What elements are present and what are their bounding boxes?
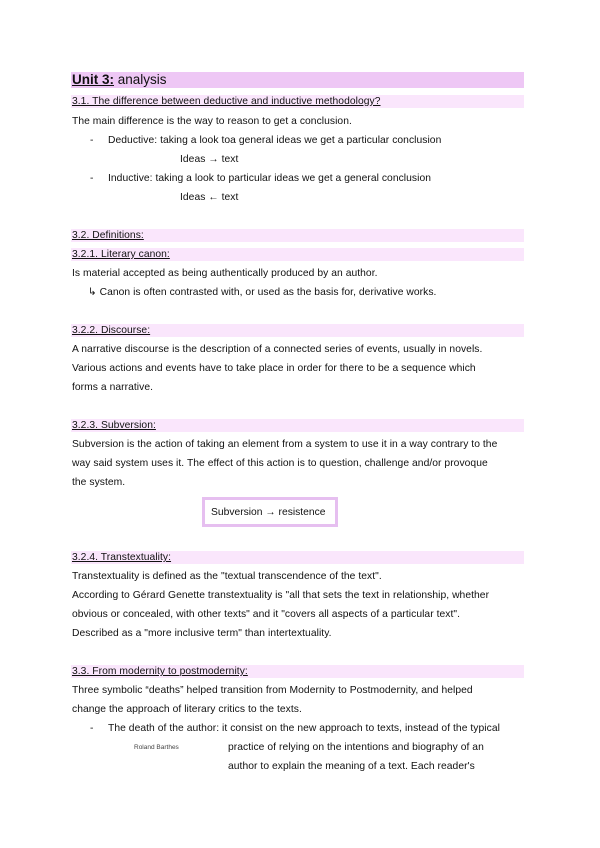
death-label: The death of the author: — [108, 723, 220, 734]
canon-note: ↳ Canon is often contrasted with, or used as the basis for, derivative works. — [88, 287, 437, 298]
inductive-label: Inductive: — [108, 173, 153, 184]
subversion-box — [202, 497, 338, 527]
deductive-text: taking a look toa general ideas we get a particular conclusion — [157, 135, 442, 146]
bullet-dash: - — [90, 173, 94, 184]
unit-title-rest: analysis — [114, 72, 167, 87]
trans-heading: 3.2.4. Transtextuality: — [72, 552, 172, 563]
s32-heading: 3.2. Definitions: — [72, 230, 144, 241]
trans-line: Described as a "more inclusive term" than intertextuality. — [72, 628, 332, 639]
canon-text: Is material accepted as being authentically produced by an author. — [72, 268, 378, 279]
bullet-dash: - — [90, 723, 94, 734]
subversion-line: Subversion is the action of taking an element from a system to use it in a way contrary to the — [72, 439, 498, 450]
discourse-line: forms a narrative. — [72, 382, 154, 393]
inductive-item — [108, 172, 431, 185]
inductive-text: taking a look to particular ideas we get a general conclusion — [152, 173, 431, 184]
unit-title-strong: Unit 3: — [72, 72, 114, 87]
death-cont-line: author to explain the meaning of a text. Each reader's — [228, 761, 475, 772]
trans-line: According to Gérard Genette transtextuality is "all that sets the text in relationship, whether — [72, 590, 490, 601]
deductive-arrow: Ideas → text — [180, 154, 239, 165]
unit-title — [72, 72, 167, 88]
s31-heading: 3.1. The difference between deductive and inductive methodology? — [72, 96, 381, 107]
discourse-line: Various actions and events have to take place in order for there to be a sequence which — [72, 363, 476, 374]
inductive-arrow: Ideas ← text — [180, 192, 239, 203]
subversion-box-text: Subversion → resistence — [211, 507, 326, 518]
s33-line: change the approach of literary critics to the texts. — [72, 704, 302, 715]
death-text: it consist on the new approach to texts, instead of the typical — [219, 723, 500, 734]
trans-line: obvious or concealed, with other texts" and it "covers all aspects of a particular text". — [72, 609, 461, 620]
bullet-dash: - — [90, 135, 94, 146]
subversion-line: way said system uses it. The effect of this action is to question, challenge and/or provoque — [72, 458, 488, 469]
s31-intro: The main difference is the way to reason to get a conclusion. — [72, 116, 352, 127]
death-item — [108, 722, 500, 735]
discourse-heading: 3.2.2. Discourse: — [72, 325, 151, 336]
canon-heading: 3.2.1. Literary canon: — [72, 249, 170, 260]
death-note: Roland Barthes — [134, 744, 179, 751]
subversion-line: the system. — [72, 477, 126, 488]
trans-line: Transtextuality is defined as the "textual transcendence of the text". — [72, 571, 382, 582]
s33-heading: 3.3. From modernity to postmodernity: — [72, 666, 248, 677]
subversion-heading: 3.2.3. Subversion: — [72, 420, 156, 431]
discourse-line: A narrative discourse is the description of a connected series of events, usually in novels. — [72, 344, 483, 355]
deductive-label: Deductive: — [108, 135, 158, 146]
deductive-item — [108, 134, 441, 147]
death-cont-line: practice of relying on the intentions and biography of an — [228, 742, 484, 753]
s33-line: Three symbolic “deaths” helped transition from Modernity to Postmodernity, and helped — [72, 685, 473, 696]
